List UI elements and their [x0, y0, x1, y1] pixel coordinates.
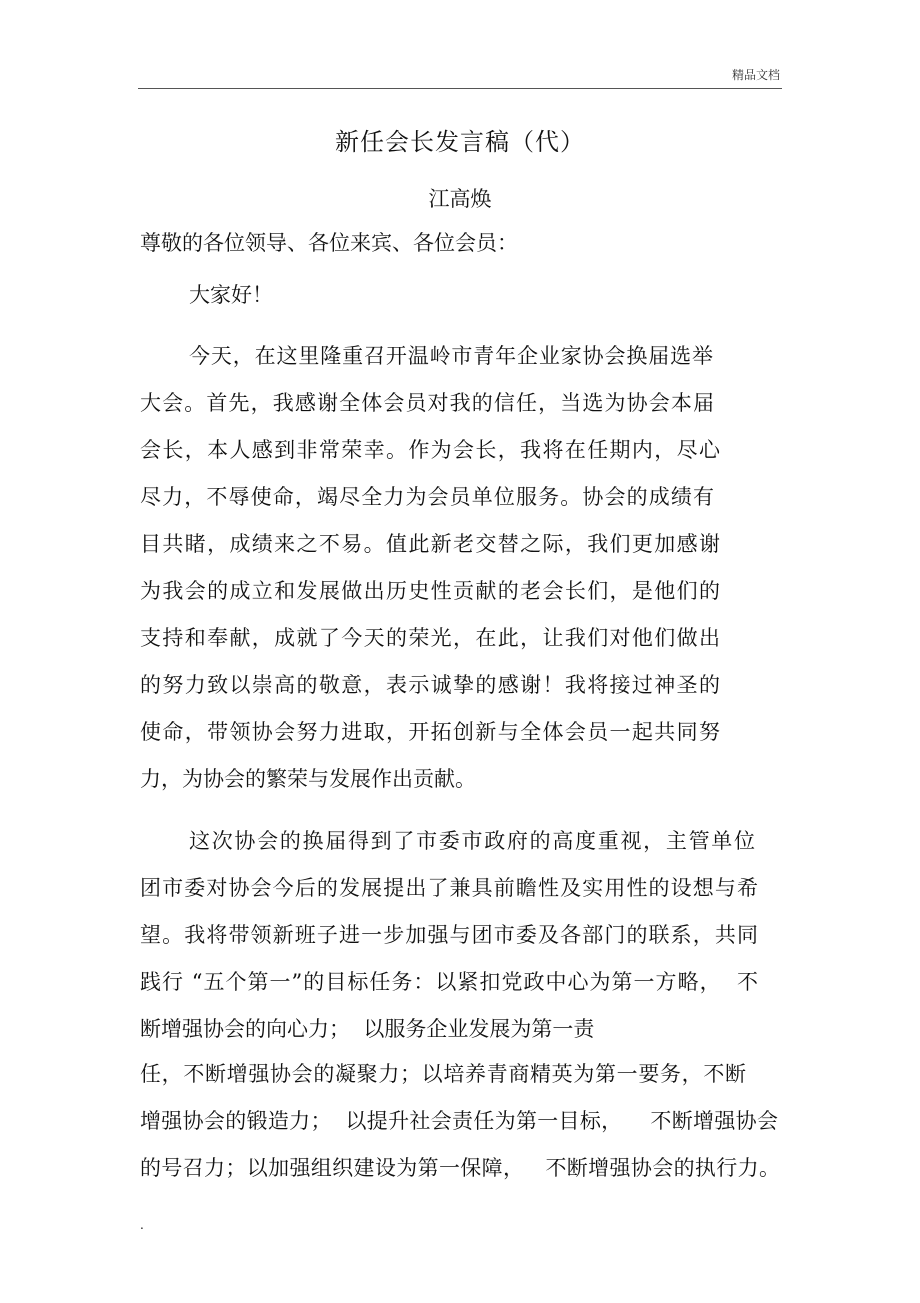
paragraph-1-line: 目共睹，成绩来之不易。值此新老交替之际，我们更加感谢 — [140, 532, 720, 556]
salutation: 尊敬的各位领导、各位来宾、各位会员： — [140, 231, 518, 255]
author-name: 江高焕 — [428, 187, 492, 211]
paragraph-1-line: 为我会的成立和发展做出历史性贡献的老会长们，是他们的 — [140, 579, 720, 603]
paragraph-1-line: 的努力致以崇高的敬意，表示诚挚的感谢！我将接过神圣的 — [140, 673, 720, 697]
header-divider — [138, 88, 782, 89]
paragraph-2-line: 增强协会的锻造力； 以提升社会责任为第一目标， 不断增强协会 — [140, 1109, 778, 1133]
footer-mark: . — [140, 1218, 144, 1232]
paragraph-2-line: 望。我将带领新班子进一步加强与团市委及各部门的联系，共同 — [140, 923, 758, 947]
paragraph-1-line: 力，为协会的繁荣与发展作出贡献。 — [140, 767, 476, 791]
greeting: 大家好！ — [189, 283, 273, 307]
header-label: 精品文档 — [731, 68, 780, 82]
paragraph-1-line: 使命，带领协会努力进取，开拓创新与全体会员一起共同努 — [140, 720, 720, 744]
paragraph-1-line: 支持和奉献，成就了今天的荣光，在此，让我们对他们做出 — [140, 626, 720, 650]
paragraph-2-line: 断增强协会的向心力； 以服务企业发展为第一责 — [140, 1017, 595, 1041]
paragraph-2-line: 践行 “五个第一”的目标任务：以紧扣党政中心为第一方略， 不 — [140, 970, 758, 994]
paragraph-1-line: 会长，本人感到非常荣幸。作为会长，我将在任期内，尽心 — [140, 438, 720, 462]
paragraph-2-line: 团市委对协会今后的发展提出了兼具前瞻性及实用性的设想与希 — [140, 876, 758, 900]
paragraph-1-line: 尽力，不辱使命，竭尽全力为会员单位服务。协会的成绩有 — [140, 485, 714, 509]
paragraph-2-line: 任，不断增强协会的凝聚力；以培养青商精英为第一要务，不断 — [140, 1062, 746, 1086]
paragraph-1-line: 今天，在这里隆重召开温岭市青年企业家协会换届选举 — [189, 344, 713, 368]
paragraph-1-line: 大会。首先，我感谢全体会员对我的信任，当选为协会本届 — [140, 391, 714, 415]
paragraph-2-line: 的号召力；以加强组织建设为第一保障， 不断增强协会的执行力。 — [140, 1156, 780, 1180]
paragraph-2-line: 这次协会的换届得到了市委市政府的高度重视，主管单位 — [189, 829, 755, 853]
document-title: 新任会长发言稿（代） — [335, 128, 585, 156]
